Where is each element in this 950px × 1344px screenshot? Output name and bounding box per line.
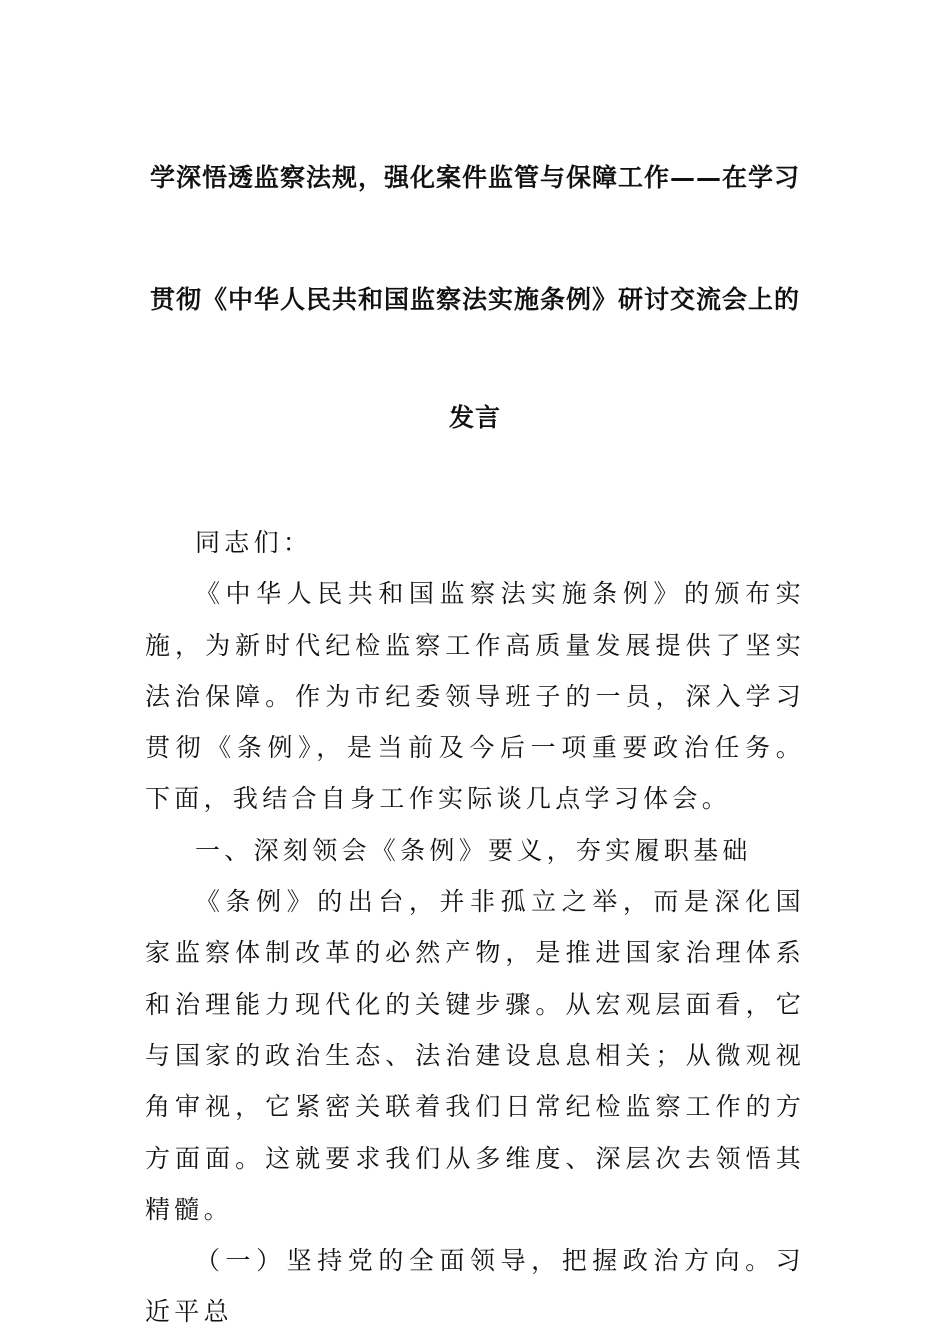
title-line-1: 学深悟透监察法规，强化案件监管与保障工作——在学习 — [149, 163, 800, 192]
title-line-2: 贯彻《中华人民共和国监察法实施条例》研讨交流会上的 — [149, 285, 800, 314]
section-heading-1: 一、深刻领会《条例》要义，夯实履职基础 — [195, 835, 752, 865]
document-body — [145, 517, 805, 1338]
paragraph-intro: 《中华人民共和国监察法实施条例》的颁布实施，为新时代纪检监察工作高质量发展提供了坚实法治保障。作为市纪委领导班子的一员，深入学习贯彻《条例》，是当前及今后一项重要政治任务。下面，我结合自身工作实际谈几点学习体会。 — [145, 579, 805, 814]
greeting: 同志们： — [195, 528, 313, 557]
title-line-3: 发言 — [448, 403, 501, 432]
paragraph-subsection-1: （一）坚持党的全面领导，把握政治方向。习近平总 — [145, 1246, 805, 1327]
paragraph-section-1: 《条例》的出台，并非孤立之举，而是深化国家监察体制改革的必然产物，是推进国家治理体系和治理能力现代化的关键步骤。从宏观层面看，它与国家的政治生态、法治建设息息相关；从微观视角审视，它紧密关联着我们日常纪检监察工作的方方面面。这就要求我们从多维度、深层次去领悟其精髓。 — [145, 887, 805, 1224]
